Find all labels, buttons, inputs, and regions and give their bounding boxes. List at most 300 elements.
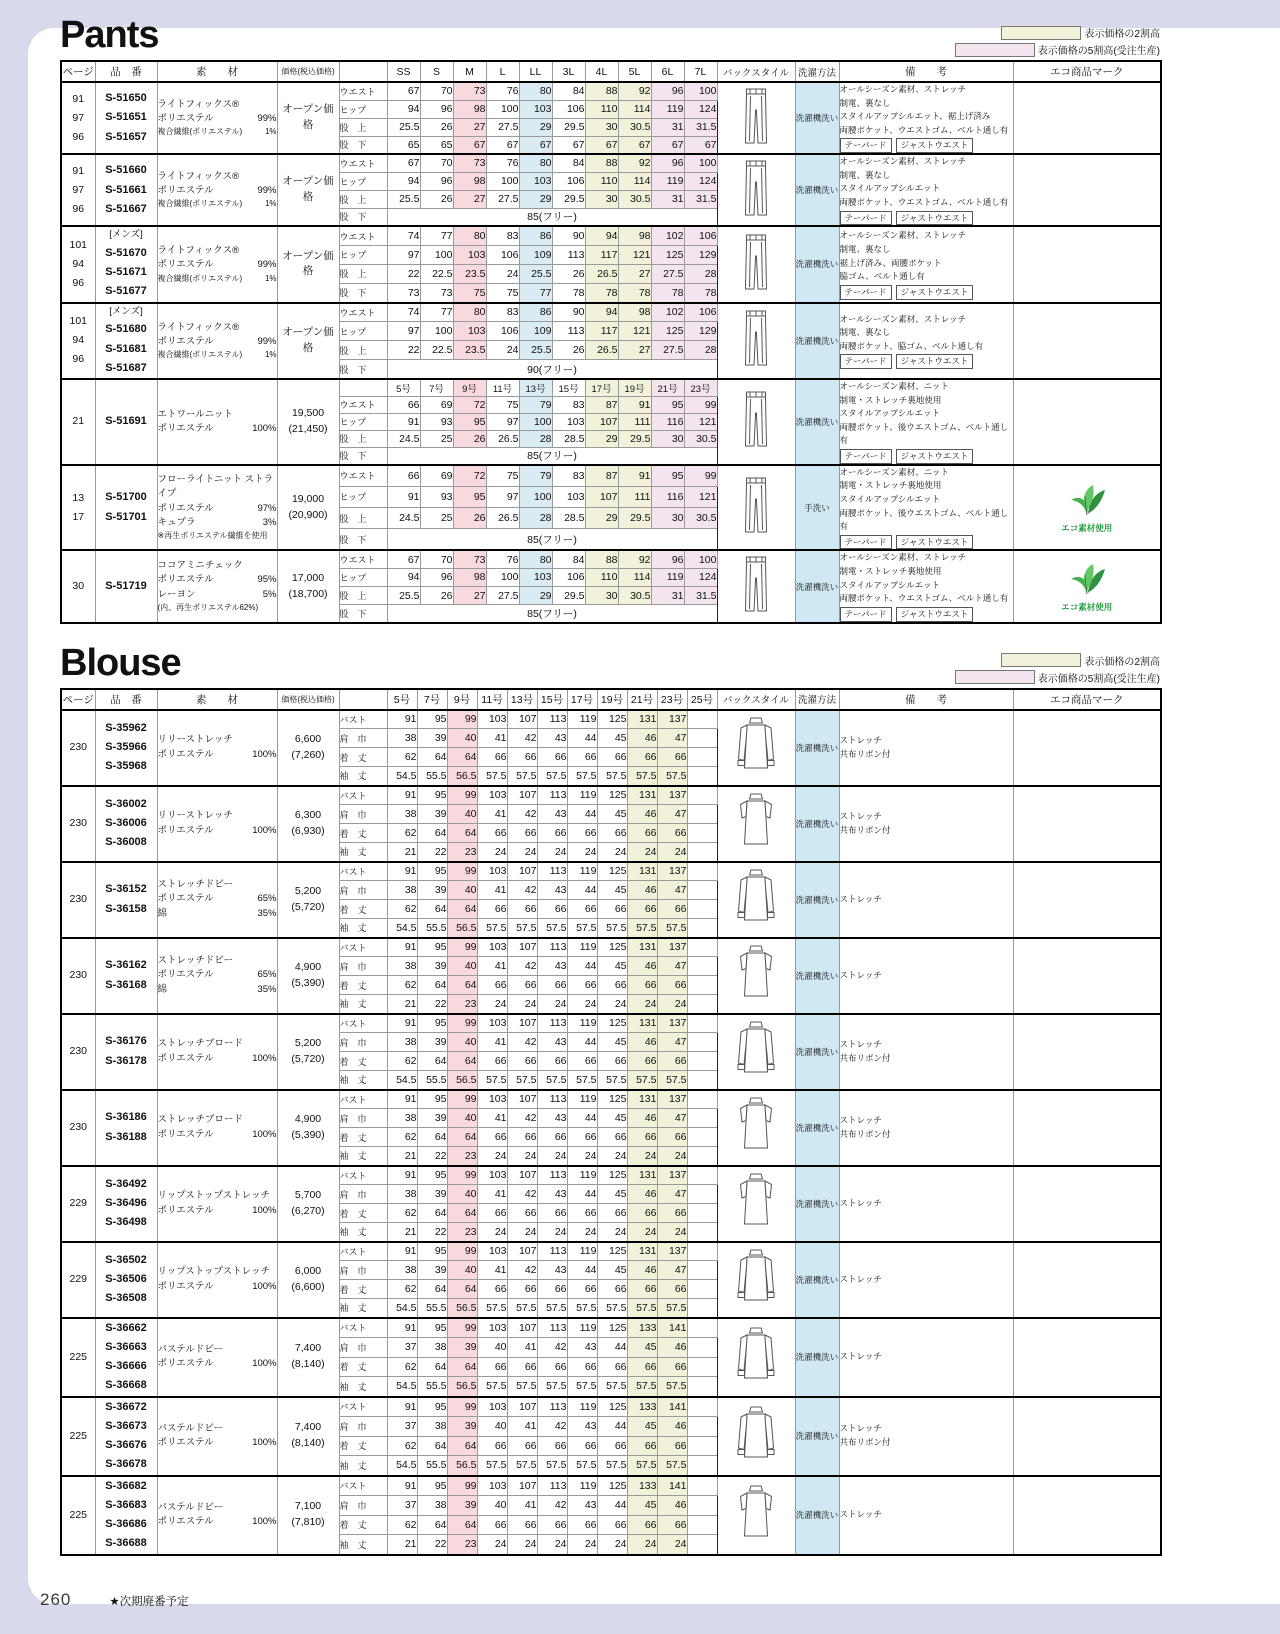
size-value: 100 [684,154,717,172]
size-value: 99 [684,465,717,486]
col-header-size: 6L [651,61,684,82]
notes-cell [839,550,1013,622]
product-code: S-36662 [105,1321,147,1334]
page-ref: 97 [72,111,85,124]
size-value: 119 [567,862,597,881]
size-value: 28 [684,341,717,360]
material-cell [157,862,277,938]
size-value: 66 [537,1052,567,1071]
wash-method-cell: 洗濯機洗い [795,786,839,862]
material-name: ポリエステル [157,259,214,271]
page-ref-cell [61,1476,95,1555]
size-value: 95 [417,786,447,805]
product-code: S-51650 [105,92,147,105]
col-header-size: 7L [684,61,717,82]
notes-cell [839,938,1013,1014]
size-value: 31 [651,587,684,605]
size-value: 99 [447,710,477,729]
size-value: 47 [657,881,687,900]
size-value [687,1280,717,1299]
size-value: 31.5 [684,118,717,136]
size-value: 64 [447,824,477,843]
size-value: 38 [417,1495,447,1515]
size-value: 66 [567,1436,597,1456]
size-value: 119 [567,1242,597,1261]
size-value: 137 [657,938,687,957]
size-value [687,1261,717,1280]
table-body [61,82,1161,623]
material-percent: 5% [262,588,277,600]
size-value: 57.5 [567,1456,597,1476]
size-value: 131 [627,1242,657,1261]
col-header-notes: 備 考 [839,61,1013,82]
material-line: ストレッチドビー [157,955,234,967]
size-value [687,919,717,938]
blouse-section-title: Blouse [60,641,181,684]
measurement-label: 袖 丈 [339,1071,387,1090]
size-value: 23 [447,1223,477,1242]
col-header-notes: 備 考 [839,689,1013,710]
size-value: 24 [627,995,657,1014]
blouse-long-sleeve-back-icon [734,912,778,929]
style-tags [840,607,1013,622]
size-value: 42 [507,1261,537,1280]
material-line [158,1128,277,1142]
material-line: リリーストレッチ [157,734,233,746]
measurement-label: バスト [339,710,387,729]
size-value: 39 [417,1261,447,1280]
size-value: 39 [417,1185,447,1204]
size-value [687,843,717,862]
size-value: 113 [552,322,585,341]
size-value: 66 [627,1357,657,1377]
measurement-label: 股 上 [339,118,387,136]
material-cell [157,1090,277,1166]
size-value: 77 [519,284,552,303]
size-value: 39 [417,881,447,900]
eco-mark-cell [1013,862,1161,938]
product-code: S-51700 [105,491,147,504]
price-line: (5,720) [291,900,325,913]
size-value: 62 [387,900,417,919]
price-line: 5,200 [294,1036,322,1049]
size-value: 39 [447,1495,477,1515]
page-ref: 96 [72,130,85,143]
size-value: 95 [651,396,684,413]
size-value: 40 [477,1337,507,1357]
product-code: S-36176 [105,1035,147,1048]
size-value: 66 [507,748,537,767]
wash-method-cell: 洗濯機洗い [795,1242,839,1318]
size-value: 92 [618,154,651,172]
product-code-cell [95,226,157,302]
price-line: (8,140) [291,1358,325,1371]
measurement-label: 股 上 [339,341,387,360]
note-line: ストレッチ [839,1114,882,1125]
material-percent: 100% [252,748,277,760]
size-value: 66 [627,1052,657,1071]
back-style-cell [717,710,795,786]
material-name: ポリエステル [157,113,214,125]
size-value: 125 [597,786,627,805]
size-value: 40 [477,1416,507,1436]
product-code: S-36002 [105,797,147,810]
back-style-cell [717,938,795,1014]
back-style-cell [717,862,795,938]
note-line: ストレッチ [839,1351,882,1362]
product-code: S-36188 [105,1130,147,1143]
product-code: S-36498 [105,1216,147,1229]
size-value: 103 [477,710,507,729]
size-value: 23 [447,1535,477,1555]
size-value: 103 [477,1014,507,1033]
material-percent: 100% [252,1128,277,1140]
size-value: 57.5 [657,767,687,786]
size-value: 125 [597,1090,627,1109]
size-value: 99 [447,938,477,957]
size-value: 66 [597,1436,627,1456]
measurement-label: 袖 丈 [339,1299,387,1318]
size-value: 93 [420,413,453,430]
note-line: スタイルアップシルエット [839,579,941,590]
back-style-cell [717,465,795,551]
material-percent: 1% [264,273,277,283]
back-style-cell [717,379,795,465]
size-value: 64 [447,1515,477,1535]
style-tag: テーパード [840,449,892,464]
price-cell [277,710,339,786]
page-ref: 17 [72,510,85,523]
notes-cell [839,862,1013,938]
pants-back-icon [742,277,770,294]
size-value: 26.5 [486,508,519,529]
style-tags [840,138,1013,153]
size-value: 29.5 [618,508,651,529]
wash-method-cell: 洗濯機洗い [795,226,839,302]
wash-method-cell: 洗濯機洗い [795,710,839,786]
measurement-label: バスト [339,1090,387,1109]
size-value: 88 [585,550,618,568]
size-value: 22.5 [420,341,453,360]
size-value: 39 [447,1416,477,1436]
style-tags [840,285,1013,300]
size-value: 66 [657,824,687,843]
size-value: 22 [387,341,420,360]
size-value: 73 [453,82,486,100]
size-value: 44 [567,1261,597,1280]
size-value: 57.5 [567,1377,597,1397]
size-value: 24 [477,1535,507,1555]
product-code: S-36678 [105,1458,147,1471]
size-value: 43 [537,881,567,900]
size-value: 43 [537,1109,567,1128]
size-value [687,957,717,976]
size-value: 102 [651,226,684,245]
product-row [61,1397,1161,1417]
size-value: 40 [447,805,477,824]
material-name: 綿 [157,907,168,919]
size-value: 54.5 [387,1377,417,1397]
size-value: 91 [387,486,420,507]
size-value: 41 [507,1495,537,1515]
size-value: 24 [537,1535,567,1555]
size-value: 91 [387,1014,417,1033]
size-value: 84 [552,82,585,100]
product-code: S-36496 [105,1196,147,1209]
size-value: 23 [447,843,477,862]
measurement-label: 股 下 [339,284,387,303]
measurement-label: 股 下 [339,529,387,550]
eco-mark-cell [1013,938,1161,1014]
size-value: 110 [585,172,618,190]
price-line: (6,270) [291,1204,325,1217]
size-value: 29.5 [552,190,585,208]
size-value: 91 [387,1476,417,1496]
size-value: 30 [651,430,684,447]
size-value: 39 [417,1033,447,1052]
size-value [687,1185,717,1204]
size-value: 57.5 [627,919,657,938]
size-value: 38 [417,1337,447,1357]
material-percent: 100% [252,1204,277,1216]
size-value: 62 [387,1515,417,1535]
measurement-label: ヒップ [339,245,387,264]
size-value: 131 [627,862,657,881]
size-value: 100 [684,550,717,568]
material-line [158,1280,277,1294]
size-value: 24 [597,1223,627,1242]
measurement-label: 肩 巾 [339,1033,387,1052]
size-value: 114 [618,172,651,190]
size-value: 62 [387,1436,417,1456]
size-value: 66 [537,1515,567,1535]
price-cell [277,1014,339,1090]
size-value: 43 [567,1337,597,1357]
size-value: 96 [651,82,684,100]
size-value: 57.5 [537,1377,567,1397]
material-percent: 65% [257,893,277,905]
size-value: 113 [537,1090,567,1109]
size-value: 39 [417,957,447,976]
eco-mark-cell [1013,303,1161,379]
size-value: 96 [651,550,684,568]
size-value: 26.5 [486,430,519,447]
size-value [687,1014,717,1033]
page-ref-cell [61,862,95,938]
size-value: 91 [387,1397,417,1417]
size-value: 26 [420,190,453,208]
size-value: 141 [657,1318,687,1338]
product-code: S-36502 [105,1253,147,1266]
size-value: 41 [507,1337,537,1357]
size-value: 103 [519,172,552,190]
size-value: 55.5 [417,1456,447,1476]
size-value: 80 [519,154,552,172]
note-line: オールシーズン素材、ニット [839,381,949,391]
price-cell [277,1242,339,1318]
size-value: 73 [420,284,453,303]
size-value: 40 [477,1495,507,1515]
product-code: S-51670 [105,246,147,259]
size-value: 66 [627,748,657,767]
col-header-material: 素 材 [157,689,277,710]
size-value: 57.5 [537,919,567,938]
eco-mark-cell [1013,710,1161,786]
size-value: 114 [618,568,651,586]
material-percent: 100% [252,1280,277,1292]
product-code-cell [95,1397,157,1476]
note-line: 両腰ポケット、脇ゴム、ベルト通し有 [839,340,984,351]
col-header-size: 11号 [477,689,507,710]
wash-method-cell: 洗濯機洗い [795,1397,839,1476]
size-value: 44 [567,1033,597,1052]
size-value: 119 [567,1166,597,1185]
col-header-size: LL [519,61,552,82]
size-value: 55.5 [417,1071,447,1090]
eco-mark-cell [1013,465,1161,551]
product-code: S-36008 [105,836,147,849]
material-line: ストレッチブロード [157,1038,243,1050]
page-ref: 225 [69,1350,88,1363]
size-value: 91 [618,465,651,486]
size-value: 124 [684,568,717,586]
size-value: 57.5 [627,1071,657,1090]
price-cell [277,550,339,622]
size-value: 21 [387,1223,417,1242]
size-value: 76 [486,550,519,568]
size-value: 66 [627,900,657,919]
size-value: 64 [417,976,447,995]
legend-row [955,25,1160,40]
material-line [158,573,277,587]
size-value: 64 [447,1052,477,1071]
style-tag: テーパード [840,138,892,153]
blouse-table-host [60,688,1160,1556]
size-value: 29.5 [618,430,651,447]
size-value: 24 [567,995,597,1014]
size-subheader: 7号 [420,379,453,396]
measurement-label: 股 上 [339,430,387,447]
product-code: S-36168 [105,978,147,991]
size-value [687,1204,717,1223]
size-value: 28 [519,430,552,447]
material-name: ポリエステル [157,969,214,981]
price-line: オープン価格 [282,249,334,278]
size-value: 57.5 [597,767,627,786]
size-value: 24 [657,995,687,1014]
price-legend [955,651,1160,685]
size-value: 66 [597,1357,627,1377]
measurement-label: 袖 丈 [339,1147,387,1166]
product-code-cell [95,465,157,551]
note-line: 両腰ポケット、ウエストゴム、ベルト通し有 [839,124,1009,135]
blouse-table [60,688,1162,1556]
size-value: 96 [420,568,453,586]
size-value [687,1337,717,1357]
col-header-eco: エコ商品マーク [1013,689,1161,710]
legend-row [955,653,1160,668]
page-ref-cell [61,465,95,551]
measurement-span-value: 85(フリー) [387,605,717,623]
size-value: 57.5 [657,1299,687,1318]
material-line [158,748,277,762]
size-value: 73 [453,154,486,172]
note-line: オールシーズン素材、ストレッチ [839,156,967,167]
size-value: 56.5 [447,1299,477,1318]
material-cell [157,1397,277,1476]
size-value [687,995,717,1014]
size-value: 46 [627,1033,657,1052]
back-style-cell [717,1318,795,1397]
product-row [61,550,1161,568]
note-line: オールシーズン素材、ストレッチ [839,313,967,324]
size-value: 125 [597,1242,627,1261]
size-value: 70 [420,550,453,568]
page-ref: 94 [72,334,85,347]
measurement-label: 肩 巾 [339,881,387,900]
size-value [687,862,717,881]
size-value: 119 [567,938,597,957]
page-ref: 229 [69,1197,88,1210]
size-value: 57.5 [567,767,597,786]
header-row [61,61,1161,82]
size-value: 66 [657,1052,687,1071]
page-ref: 225 [69,1429,88,1442]
size-value: 73 [453,550,486,568]
size-value: 109 [519,322,552,341]
pants-section-head [60,10,1160,60]
material-line: フローライトニット ストライプ [157,474,274,500]
size-value: 103 [519,568,552,586]
size-value: 66 [567,1052,597,1071]
size-value: 28 [519,508,552,529]
page-number: 260 [40,1590,72,1609]
size-value: 137 [657,1090,687,1109]
col-header-page: ページ [61,689,95,710]
size-value: 125 [651,322,684,341]
size-value: 42 [507,1109,537,1128]
size-value: 91 [387,862,417,881]
material-cell [157,226,277,302]
size-value: 67 [387,82,420,100]
material-percent: 35% [257,907,277,919]
table-header [61,61,1161,82]
size-value: 125 [597,1166,627,1185]
size-value: 42 [507,957,537,976]
size-value: 137 [657,786,687,805]
size-value: 100 [486,568,519,586]
pants-back-icon [742,203,770,220]
price-line: 4,900 [294,960,322,973]
size-value: 129 [684,245,717,264]
col-header-size: 9号 [447,689,477,710]
page-ref-cell [61,226,95,302]
size-value: 38 [387,1033,417,1052]
price-line: 19,500 [291,407,325,420]
eco-mark-cell [1013,1166,1161,1242]
size-value: 26 [420,118,453,136]
size-value [687,1495,717,1515]
material-cell [157,550,277,622]
legend-label: 表示価格の5割高(受注生産) [1037,673,1160,685]
size-value: 98 [618,303,651,322]
size-value: 119 [567,786,597,805]
size-value: 24 [627,843,657,862]
size-value: 28.5 [552,430,585,447]
size-value: 100 [420,245,453,264]
material-line: ライトフィックス® [157,245,240,257]
size-value: 66 [567,1515,597,1535]
